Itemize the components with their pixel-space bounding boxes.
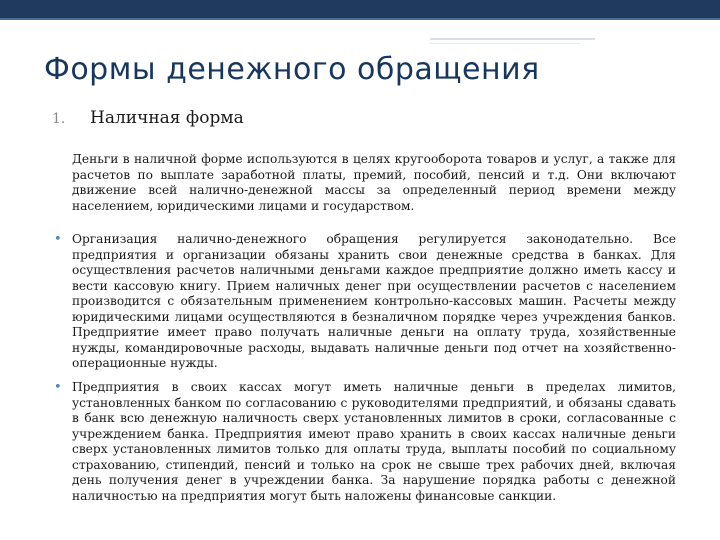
intro-paragraph: Деньги в наличной форме используются в целях кругооборота товаров и услуг, а также для расчетов по выплате заработной платы, премий, пособий, пенсий и т.д. Они включают движение всей налично-денежной массы за определенный период времени между населением, юридическими лицами и государством. bbox=[72, 152, 676, 213]
list-item-label: Наличная форма bbox=[90, 108, 244, 128]
header-bar bbox=[0, 0, 720, 18]
bullet-item bbox=[54, 232, 676, 372]
list-number: 1. bbox=[52, 111, 66, 127]
title-decor-line-secondary bbox=[430, 43, 580, 44]
bullet-marker: • bbox=[54, 380, 62, 395]
bullet-text: Организация налично-денежного обращения регулируется законодательно. Все предприятия и организации обязаны хранить свои денежные средства в банках. Для осуществления расчетов наличными деньгами каждое предприятие должно иметь кассу и вести кассовую книгу. Прием наличных денег при осуществлении расчетов с населением производится с обязательным применением контрольно-кассовых машин. Расчеты между юридическими лицами осуществляются в безналичном порядке через учреждения банков. Предприятие имеет право получать наличные деньги на оплату труда, хозяйственные нужды, командировочные расходы, выдавать наличные деньги под отчет на хозяйственно-операционные нужды. bbox=[72, 232, 676, 370]
title-decor-line bbox=[430, 38, 595, 40]
bullet-text: Предприятия в своих кассах могут иметь наличные деньги в пределах лимитов, установленных банком по согласованию с руководителями предприятий, и обязаны сдавать в банк всю денежную наличность сверх установленных лимитов в сроки, согласованные с учреждением банка. Предприятия имеют право хранить в своих кассах наличные деньги сверх установленных лимитов только для оплаты труда, выплаты пособий по социальному страхованию, стипендий, пенсий и только на срок не свыше трех рабочих дней, включая день получения денег в учреждении банка. За нарушение порядка работы с денежной наличностью на предприятия могут быть наложены финансовые санкции. bbox=[72, 380, 676, 503]
slide-title: Формы денежного обращения bbox=[44, 52, 540, 87]
numbered-item bbox=[52, 108, 244, 128]
bullet-marker: • bbox=[54, 232, 62, 247]
header-accent-line bbox=[0, 18, 720, 20]
bullet-item bbox=[54, 380, 676, 504]
